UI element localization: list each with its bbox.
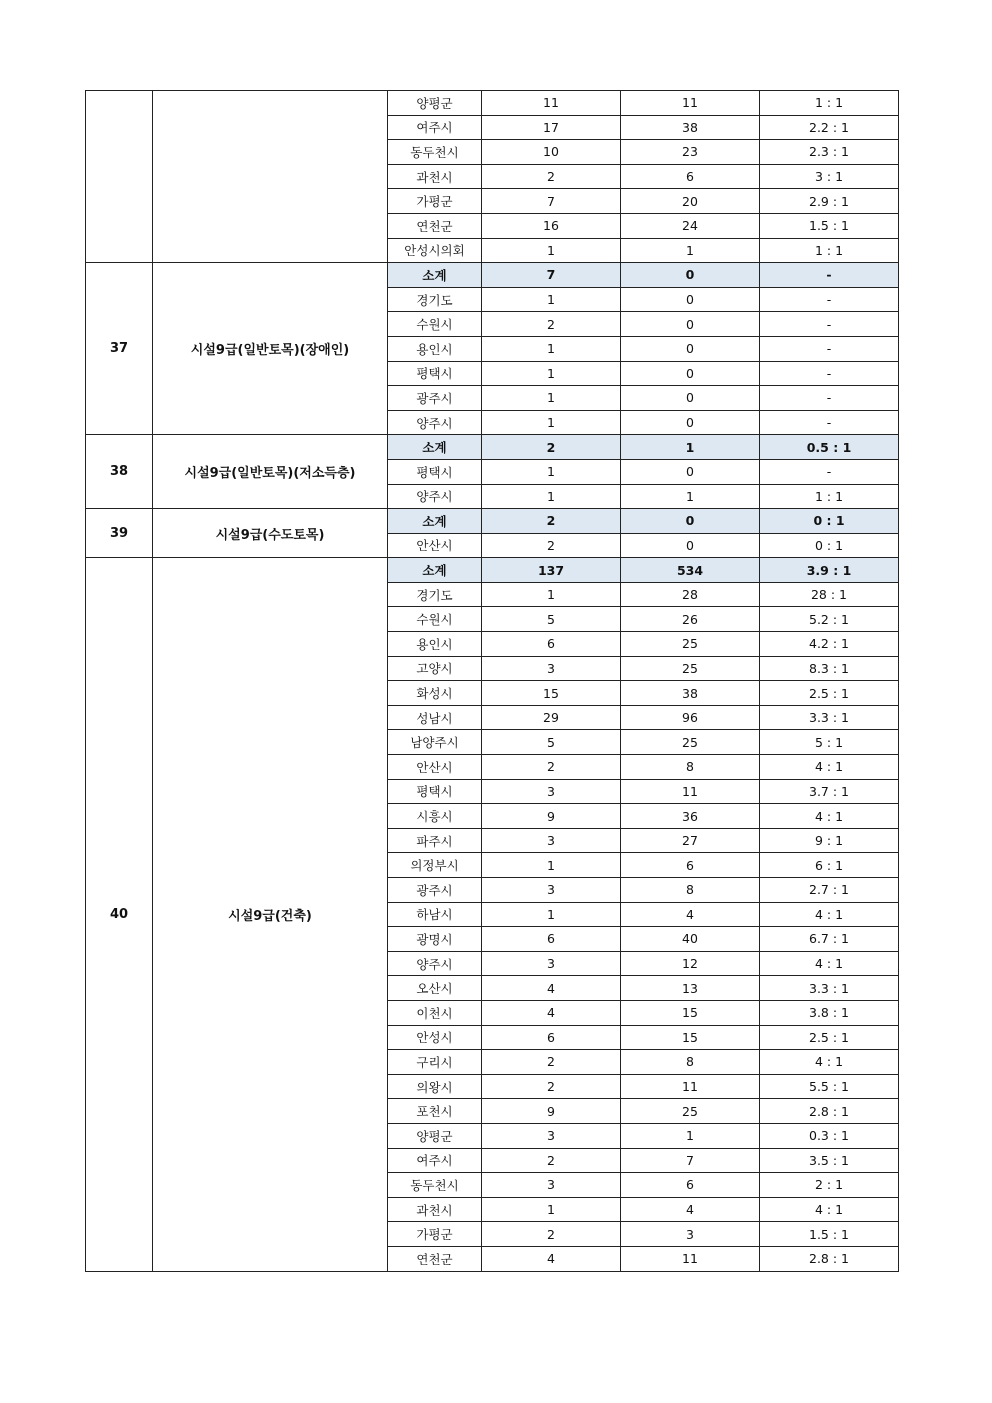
count-b-cell: 1 — [621, 238, 760, 263]
count-a-cell: 2 — [482, 509, 621, 534]
group-number: 40 — [86, 558, 153, 1271]
count-b-cell: 96 — [621, 705, 760, 730]
ratio-cell: 3.9 : 1 — [760, 558, 899, 583]
ratio-cell: 2.8 : 1 — [760, 1246, 899, 1271]
count-a-cell: 1 — [482, 386, 621, 411]
group-number: 37 — [86, 263, 153, 435]
subtotal-row — [86, 558, 899, 583]
ratio-cell: - — [760, 287, 899, 312]
count-a-cell: 1 — [482, 902, 621, 927]
count-a-cell: 3 — [482, 1123, 621, 1148]
count-a-cell: 3 — [482, 828, 621, 853]
ratio-cell: 2.5 : 1 — [760, 681, 899, 706]
count-b-cell: 6 — [621, 1173, 760, 1198]
ratio-cell: 5.2 : 1 — [760, 607, 899, 632]
recruitment-table — [85, 90, 899, 1272]
count-b-cell: 25 — [621, 656, 760, 681]
count-a-cell: 2 — [482, 1222, 621, 1247]
count-b-cell: 8 — [621, 878, 760, 903]
count-a-cell: 29 — [482, 705, 621, 730]
region-cell: 소계 — [388, 263, 482, 288]
count-b-cell: 25 — [621, 1099, 760, 1124]
count-a-cell: 3 — [482, 1173, 621, 1198]
ratio-cell: 1.5 : 1 — [760, 213, 899, 238]
count-b-cell: 1 — [621, 484, 760, 509]
count-a-cell: 2 — [482, 755, 621, 780]
count-b-cell: 24 — [621, 213, 760, 238]
count-a-cell: 9 — [482, 1099, 621, 1124]
group-title: 시설9급(일반토목)(장애인) — [153, 263, 388, 435]
count-a-cell: 7 — [482, 263, 621, 288]
region-cell: 광주시 — [388, 386, 482, 411]
region-cell: 고양시 — [388, 656, 482, 681]
region-cell: 가평군 — [388, 189, 482, 214]
count-b-cell: 0 — [621, 386, 760, 411]
region-cell: 동두천시 — [388, 1173, 482, 1198]
ratio-cell: - — [760, 410, 899, 435]
count-b-cell: 25 — [621, 730, 760, 755]
count-b-cell: 3 — [621, 1222, 760, 1247]
count-b-cell: 0 — [621, 459, 760, 484]
region-cell: 양평군 — [388, 91, 482, 116]
count-a-cell: 5 — [482, 607, 621, 632]
ratio-cell: 0.5 : 1 — [760, 435, 899, 460]
count-b-cell: 11 — [621, 91, 760, 116]
region-cell: 연천군 — [388, 1246, 482, 1271]
ratio-cell: - — [760, 312, 899, 337]
region-cell: 시흥시 — [388, 804, 482, 829]
count-a-cell: 137 — [482, 558, 621, 583]
region-cell: 용인시 — [388, 632, 482, 657]
count-b-cell: 40 — [621, 927, 760, 952]
count-a-cell: 7 — [482, 189, 621, 214]
count-b-cell: 1 — [621, 435, 760, 460]
ratio-cell: 2.3 : 1 — [760, 140, 899, 165]
ratio-cell: 1.5 : 1 — [760, 1222, 899, 1247]
count-a-cell: 2 — [482, 1074, 621, 1099]
region-cell: 소계 — [388, 558, 482, 583]
ratio-cell: 3.5 : 1 — [760, 1148, 899, 1173]
count-a-cell: 5 — [482, 730, 621, 755]
count-b-cell: 7 — [621, 1148, 760, 1173]
ratio-cell: - — [760, 459, 899, 484]
region-cell: 소계 — [388, 435, 482, 460]
count-b-cell: 4 — [621, 902, 760, 927]
count-a-cell: 6 — [482, 927, 621, 952]
count-a-cell: 17 — [482, 115, 621, 140]
count-a-cell: 3 — [482, 878, 621, 903]
count-b-cell: 0 — [621, 263, 760, 288]
region-cell: 경기도 — [388, 582, 482, 607]
count-a-cell: 2 — [482, 164, 621, 189]
count-a-cell: 1 — [482, 361, 621, 386]
region-cell: 양주시 — [388, 410, 482, 435]
count-b-cell: 0 — [621, 312, 760, 337]
ratio-cell: 9 : 1 — [760, 828, 899, 853]
subtotal-row — [86, 435, 899, 460]
region-cell: 여주시 — [388, 115, 482, 140]
count-a-cell: 2 — [482, 435, 621, 460]
ratio-cell: - — [760, 263, 899, 288]
ratio-cell: 1 : 1 — [760, 484, 899, 509]
region-cell: 과천시 — [388, 1197, 482, 1222]
count-b-cell: 4 — [621, 1197, 760, 1222]
count-a-cell: 1 — [482, 336, 621, 361]
count-a-cell: 1 — [482, 582, 621, 607]
group-number — [86, 91, 153, 263]
count-a-cell: 1 — [482, 410, 621, 435]
region-cell: 오산시 — [388, 976, 482, 1001]
region-cell: 남양주시 — [388, 730, 482, 755]
region-cell: 광주시 — [388, 878, 482, 903]
group-title — [153, 91, 388, 263]
region-cell: 평택시 — [388, 779, 482, 804]
ratio-cell: 2.9 : 1 — [760, 189, 899, 214]
count-b-cell: 6 — [621, 853, 760, 878]
count-a-cell: 3 — [482, 951, 621, 976]
count-b-cell: 15 — [621, 1000, 760, 1025]
region-cell: 광명시 — [388, 927, 482, 952]
region-cell: 수원시 — [388, 607, 482, 632]
region-cell: 의왕시 — [388, 1074, 482, 1099]
table-body — [86, 91, 899, 1272]
count-b-cell: 36 — [621, 804, 760, 829]
region-cell: 평택시 — [388, 361, 482, 386]
ratio-cell: 4 : 1 — [760, 902, 899, 927]
count-b-cell: 20 — [621, 189, 760, 214]
ratio-cell: 3.7 : 1 — [760, 779, 899, 804]
count-a-cell: 1 — [482, 287, 621, 312]
ratio-cell: 5.5 : 1 — [760, 1074, 899, 1099]
region-cell: 평택시 — [388, 459, 482, 484]
count-a-cell: 4 — [482, 1000, 621, 1025]
ratio-cell: 6 : 1 — [760, 853, 899, 878]
count-a-cell: 16 — [482, 213, 621, 238]
region-cell: 안성시 — [388, 1025, 482, 1050]
ratio-cell: 0 : 1 — [760, 533, 899, 558]
ratio-cell: - — [760, 336, 899, 361]
region-cell: 양평군 — [388, 1123, 482, 1148]
region-cell: 하남시 — [388, 902, 482, 927]
region-cell: 과천시 — [388, 164, 482, 189]
ratio-cell: 1 : 1 — [760, 91, 899, 116]
ratio-cell: 4 : 1 — [760, 755, 899, 780]
count-a-cell: 2 — [482, 1148, 621, 1173]
ratio-cell: 1 : 1 — [760, 238, 899, 263]
count-b-cell: 0 — [621, 533, 760, 558]
count-b-cell: 11 — [621, 1246, 760, 1271]
count-b-cell: 12 — [621, 951, 760, 976]
ratio-cell: 3.3 : 1 — [760, 705, 899, 730]
count-b-cell: 28 — [621, 582, 760, 607]
count-b-cell: 11 — [621, 779, 760, 804]
count-b-cell: 8 — [621, 755, 760, 780]
count-a-cell: 1 — [482, 1197, 621, 1222]
region-cell: 동두천시 — [388, 140, 482, 165]
count-b-cell: 38 — [621, 681, 760, 706]
count-b-cell: 0 — [621, 287, 760, 312]
count-a-cell: 1 — [482, 853, 621, 878]
count-a-cell: 3 — [482, 656, 621, 681]
count-a-cell: 6 — [482, 632, 621, 657]
table-row — [86, 91, 899, 116]
ratio-cell: 0.3 : 1 — [760, 1123, 899, 1148]
region-cell: 가평군 — [388, 1222, 482, 1247]
count-b-cell: 1 — [621, 1123, 760, 1148]
group-title: 시설9급(수도토목) — [153, 509, 388, 558]
region-cell: 연천군 — [388, 213, 482, 238]
count-a-cell: 2 — [482, 533, 621, 558]
ratio-cell: 2.2 : 1 — [760, 115, 899, 140]
region-cell: 이천시 — [388, 1000, 482, 1025]
region-cell: 여주시 — [388, 1148, 482, 1173]
count-a-cell: 1 — [482, 459, 621, 484]
count-b-cell: 23 — [621, 140, 760, 165]
region-cell: 의정부시 — [388, 853, 482, 878]
count-b-cell: 13 — [621, 976, 760, 1001]
ratio-cell: 4.2 : 1 — [760, 632, 899, 657]
ratio-cell: 4 : 1 — [760, 1050, 899, 1075]
ratio-cell: 5 : 1 — [760, 730, 899, 755]
ratio-cell: 0 : 1 — [760, 509, 899, 534]
count-b-cell: 534 — [621, 558, 760, 583]
ratio-cell: 3 : 1 — [760, 164, 899, 189]
ratio-cell: - — [760, 361, 899, 386]
ratio-cell: 28 : 1 — [760, 582, 899, 607]
group-title: 시설9급(일반토목)(저소득층) — [153, 435, 388, 509]
ratio-cell: 6.7 : 1 — [760, 927, 899, 952]
count-a-cell: 1 — [482, 484, 621, 509]
region-cell: 파주시 — [388, 828, 482, 853]
ratio-cell: 2.8 : 1 — [760, 1099, 899, 1124]
count-b-cell: 26 — [621, 607, 760, 632]
region-cell: 소계 — [388, 509, 482, 534]
ratio-cell: 2.5 : 1 — [760, 1025, 899, 1050]
count-a-cell: 9 — [482, 804, 621, 829]
count-a-cell: 2 — [482, 1050, 621, 1075]
count-a-cell: 10 — [482, 140, 621, 165]
region-cell: 구리시 — [388, 1050, 482, 1075]
count-a-cell: 4 — [482, 976, 621, 1001]
count-b-cell: 38 — [621, 115, 760, 140]
count-b-cell: 0 — [621, 410, 760, 435]
region-cell: 포천시 — [388, 1099, 482, 1124]
count-b-cell: 0 — [621, 336, 760, 361]
subtotal-row — [86, 263, 899, 288]
region-cell: 성남시 — [388, 705, 482, 730]
region-cell: 경기도 — [388, 287, 482, 312]
ratio-cell: 3.3 : 1 — [760, 976, 899, 1001]
ratio-cell: - — [760, 386, 899, 411]
region-cell: 양주시 — [388, 951, 482, 976]
ratio-cell: 8.3 : 1 — [760, 656, 899, 681]
ratio-cell: 2 : 1 — [760, 1173, 899, 1198]
count-b-cell: 0 — [621, 509, 760, 534]
region-cell: 수원시 — [388, 312, 482, 337]
ratio-cell: 4 : 1 — [760, 1197, 899, 1222]
count-b-cell: 0 — [621, 361, 760, 386]
subtotal-row — [86, 509, 899, 534]
count-b-cell: 8 — [621, 1050, 760, 1075]
region-cell: 양주시 — [388, 484, 482, 509]
ratio-cell: 4 : 1 — [760, 804, 899, 829]
region-cell: 안산시 — [388, 755, 482, 780]
count-a-cell: 11 — [482, 91, 621, 116]
count-b-cell: 6 — [621, 164, 760, 189]
count-a-cell: 4 — [482, 1246, 621, 1271]
region-cell: 용인시 — [388, 336, 482, 361]
count-b-cell: 27 — [621, 828, 760, 853]
count-b-cell: 11 — [621, 1074, 760, 1099]
count-b-cell: 25 — [621, 632, 760, 657]
region-cell: 화성시 — [388, 681, 482, 706]
count-a-cell: 1 — [482, 238, 621, 263]
group-title: 시설9급(건축) — [153, 558, 388, 1271]
count-a-cell: 6 — [482, 1025, 621, 1050]
ratio-cell: 3.8 : 1 — [760, 1000, 899, 1025]
region-cell: 안성시의회 — [388, 238, 482, 263]
count-a-cell: 15 — [482, 681, 621, 706]
count-a-cell: 2 — [482, 312, 621, 337]
ratio-cell: 4 : 1 — [760, 951, 899, 976]
count-b-cell: 15 — [621, 1025, 760, 1050]
group-number: 38 — [86, 435, 153, 509]
region-cell: 안산시 — [388, 533, 482, 558]
group-number: 39 — [86, 509, 153, 558]
ratio-cell: 2.7 : 1 — [760, 878, 899, 903]
count-a-cell: 3 — [482, 779, 621, 804]
